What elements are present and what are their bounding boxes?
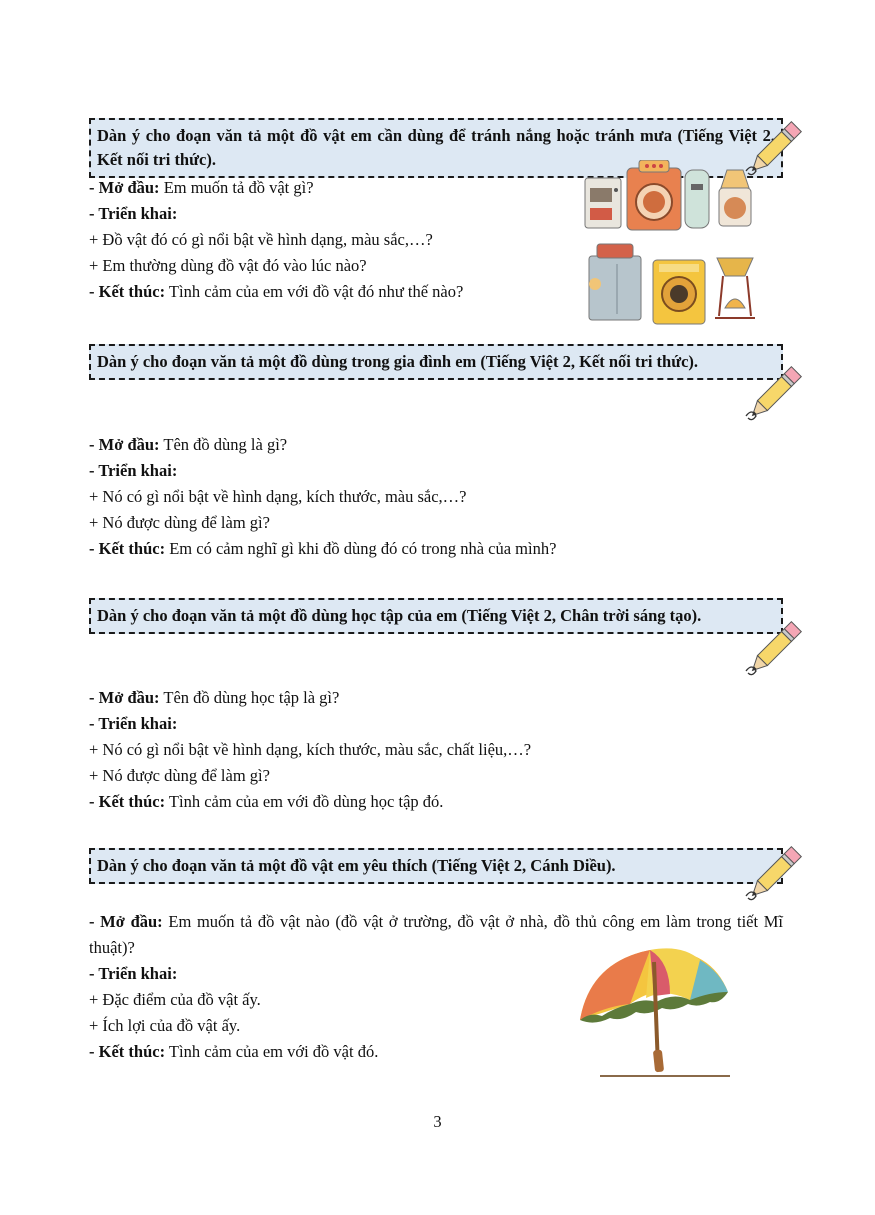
list-item (89, 201, 579, 227)
line-label: - Mở đầu: (89, 178, 160, 197)
line-text: Tình cảm của em với đồ dùng học tập đó. (165, 792, 444, 811)
line-label: - Kết thúc: (89, 282, 166, 301)
line-text: Tên đồ dùng là gì? (159, 435, 288, 454)
page-number: 3 (433, 1112, 442, 1131)
line-label: - Kết thúc: (89, 539, 166, 558)
line-label: - Mở đầu: (89, 688, 160, 707)
section-2-body (89, 432, 783, 562)
line-label: - Triển khai: (89, 964, 178, 983)
list-item (89, 763, 783, 789)
section-2-heading: Dàn ý cho đoạn văn tả một đồ dùng trong gia đình em (Tiếng Việt 2, Kết nối tri thức). (89, 344, 783, 380)
list-item (89, 789, 783, 815)
list-item (89, 737, 783, 763)
line-text: + Nó được dùng để làm gì? (89, 766, 270, 785)
pencil-icon (738, 360, 808, 430)
line-text: + Ích lợi của đồ vật ấy. (89, 1016, 241, 1035)
line-text: + Nó có gì nổi bật về hình dạng, kích thước, màu sắc, chất liệu,…? (89, 740, 532, 759)
line-label: - Kết thúc: (89, 792, 166, 811)
line-label: - Mở đầu: (89, 912, 163, 931)
list-item (89, 279, 579, 305)
line-text: Em muốn tả đồ vật gì? (159, 178, 314, 197)
list-item (89, 510, 783, 536)
line-text: + Nó được dùng để làm gì? (89, 513, 270, 532)
line-text: Tên đồ dùng học tập là gì? (159, 688, 340, 707)
list-item (89, 227, 579, 253)
line-label: - Mở đầu: (89, 435, 160, 454)
section-4-heading: Dàn ý cho đoạn văn tả một đồ vật em yêu thích (Tiếng Việt 2, Cánh Diều). (89, 848, 783, 884)
household-appliances-illustration (583, 160, 763, 330)
section-3-heading: Dàn ý cho đoạn văn tả một đồ dùng học tập của em (Tiếng Việt 2, Chân trời sáng tạo). (89, 598, 783, 634)
section-1-body (89, 175, 579, 305)
list-item (89, 685, 783, 711)
list-item (89, 175, 579, 201)
list-item (89, 458, 783, 484)
line-text: + Đặc điểm của đồ vật ấy. (89, 990, 261, 1009)
line-text: Em muốn tả đồ vật nào (đồ vật ở trường, đồ vật ở nhà, đồ thủ công em làm trong tiết Mĩ thuật)? (89, 912, 783, 957)
line-label: - Triển khai: (89, 461, 178, 480)
pencil-icon (738, 615, 808, 685)
section-3-body (89, 685, 783, 815)
pencil-icon (738, 840, 808, 910)
line-text: Tình cảm của em với đồ vật đó như thế nào? (165, 282, 464, 301)
list-item (89, 536, 783, 562)
line-text: + Đồ vật đó có gì nổi bật về hình dạng, màu sắc,…? (89, 230, 433, 249)
line-label: - Kết thúc: (89, 1042, 166, 1061)
line-text: + Em thường dùng đồ vật đó vào lúc nào? (89, 256, 367, 275)
line-text: + Nó có gì nổi bật về hình dạng, kích thước, màu sắc,…? (89, 487, 467, 506)
list-item (89, 711, 783, 737)
list-item (89, 253, 579, 279)
line-text: Tình cảm của em với đồ vật đó. (165, 1042, 379, 1061)
list-item (89, 432, 783, 458)
list-item (89, 484, 783, 510)
umbrella-illustration (570, 942, 735, 1082)
line-text: Em có cảm nghĩ gì khi đồ dùng đó có trong nhà của mình? (165, 539, 557, 558)
line-label: - Triển khai: (89, 714, 178, 733)
section-1-heading: Dàn ý cho đoạn văn tả một đồ vật em cần dùng để tránh nắng hoặc tránh mưa (Tiếng Việt 2, Kết nối tri thức). (89, 118, 783, 178)
line-label: - Triển khai: (89, 204, 178, 223)
